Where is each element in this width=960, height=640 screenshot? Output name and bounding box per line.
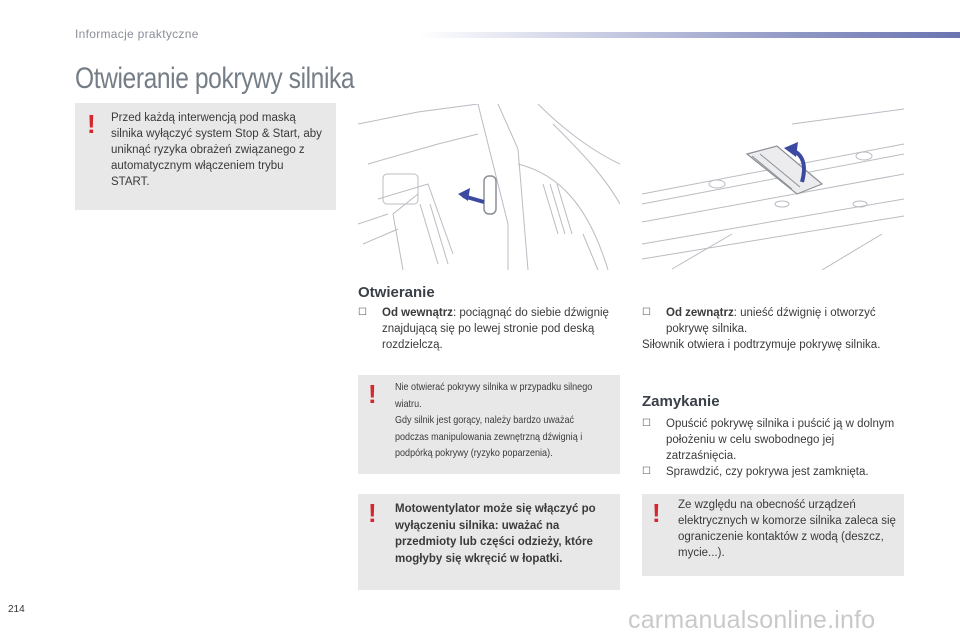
warning-wind-text — [395, 379, 610, 462]
checkbox-bullet-icon: ☐ — [642, 307, 651, 318]
warning-box-wind — [358, 375, 620, 474]
section-header: Informacje praktyczne — [75, 27, 199, 41]
warning-water-text: Ze względu na obecność urządzeń elektrycznych w komorze silnika zaleca się ograniczenie kontaktów z wodą (deszcz, mycie...). — [678, 499, 896, 559]
outside-label: Od zewnątrz — [666, 307, 734, 319]
opening-heading: Otwieranie — [358, 284, 435, 301]
warning-text: Przed każdą interwencją pod maską silnika wyłączyć system Stop & Start, aby uniknąć ryzyka obrażeń związanego z automatycznym włączeniem trybu START. — [111, 112, 322, 188]
checkbox-bullet-icon: ☐ — [642, 466, 651, 477]
exterior-lever-drawing — [642, 104, 904, 270]
closing-heading: Zamykanie — [642, 393, 720, 410]
header-bar — [420, 32, 960, 38]
warning-icon: ! — [652, 498, 661, 528]
warning-box-water — [642, 494, 904, 576]
warning-box-fan — [358, 494, 620, 590]
warning-wind-line2: Gdy silnik jest gorący, należy bardzo uważać podczas manipulowania zewnętrzną dźwignią i podpórką pokrywy (ryzyko poparzenia). — [395, 414, 583, 459]
warning-wind-line1: Nie otwierać pokrywy silnika w przypadku silnego wiatru. — [395, 381, 593, 410]
illustration-interior-lever — [358, 104, 620, 270]
inside-label: Od wewnątrz — [382, 307, 453, 319]
warning-icon: ! — [368, 498, 377, 528]
closing-step-1: ☐ Opuścić pokrywę silnika i puścić ją w dolnym położeniu w celu swobodnego jej zatrzaśnięcia. — [642, 418, 895, 462]
watermark: carmanualsonline.info — [628, 606, 876, 634]
page-title: Otwieranie pokrywy silnika — [75, 62, 355, 95]
checkbox-bullet-icon: ☐ — [642, 418, 651, 429]
outside-text: : unieść dźwignię i otworzyć pokrywę silnika. — [666, 307, 876, 335]
warning-icon: ! — [368, 379, 377, 409]
actuator-note: Siłownik otwiera i podtrzymuje pokrywę silnika. — [642, 339, 881, 351]
checkbox-bullet-icon: ☐ — [358, 307, 367, 318]
interior-lever-drawing — [358, 104, 620, 270]
warning-box-stop-start — [75, 103, 336, 210]
opening-inside-item — [358, 305, 620, 353]
illustration-exterior-lever — [642, 104, 904, 270]
page-number: 214 — [8, 604, 25, 615]
opening-outside-item — [642, 305, 904, 353]
closing-steps — [642, 416, 904, 480]
closing-step-2: ☐ Sprawdzić, czy pokrywa jest zamknięta. — [642, 466, 869, 478]
warning-icon: ! — [87, 109, 96, 139]
inside-text: : pociągnąć do siebie dźwignię znajdującą się po lewej stronie pod deską rozdzielczą. — [382, 307, 609, 351]
warning-fan-text: Motowentylator może się włączyć po wyłączeniu silnika: uważać na przedmioty lub części odzieży, które mogłyby się wkręcić w łopatki. — [395, 503, 596, 565]
